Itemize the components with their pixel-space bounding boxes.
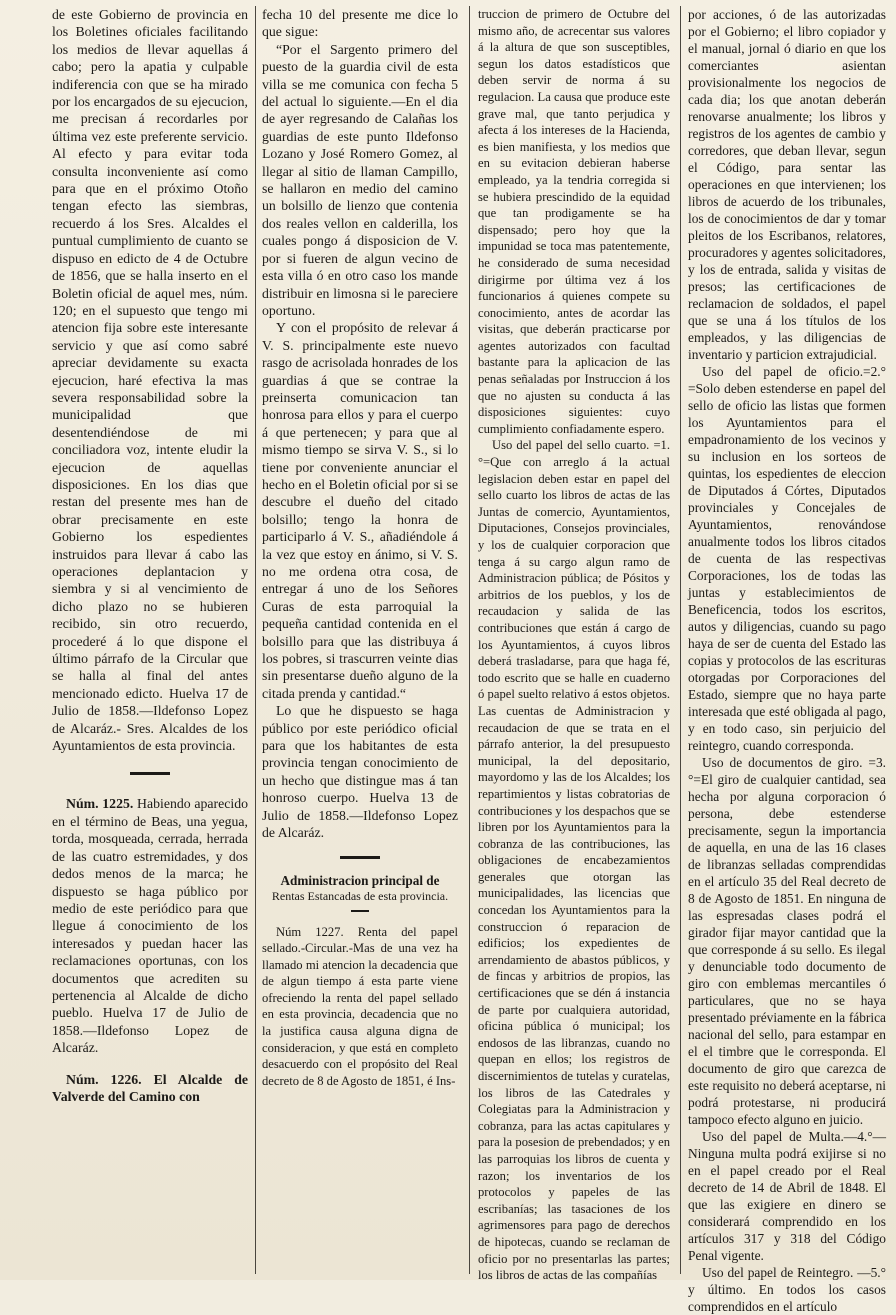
column-2 — [262, 6, 458, 1276]
notice-number: Núm 1227. — [276, 924, 344, 939]
paragraph: truccion de primero de Octubre del mismo año, de acrecentar sus valores á la altura de que son susceptibles, segun los datos estadísticos que deben servir de norma á su regulacion. La causa que produce este grave mal, que tanto perjudica y afecta á los intereses de la Hacienda, es bien manifiesta, y los medios que en su evitacion debieran haberse empleado, ya la tendria corregida si se hubiera prescindido de la equidad que tan prodigamente se ha dispensado; pero hoy que la impunidad se toca mas patentemente, he considerado de suma necesidad dirigirme por última vez á los funcionarios á quienes compete su conocimiento, antes de acordar las visitas, que deberán practicarse por agentes autorizados con facultad bastante para la aplicacion de las penas señaladas por Instruccion á los que no ajusten su conducta á las disposiciones siguientes: cuyo cumplimiento confiadamente espero. — [478, 7, 670, 436]
section-subheading: Rentas Estancadas de esta provincia. — [271, 888, 449, 903]
paragraph: “Por el Sargento primero del puesto de la guardia civil de esta villa se me comunica con fecha 5 del actual lo siguiente.—En el dia de ayer regresando de Calañas los guardias de este punto Ildefonso Lozano y José Romero Gomez, al llegar al sitio de llaman Campillo, se hallaron en medio del camino un bolsillo de lienzo que contenia dos reales vellon en calderilla, los cuales pongo á disposicion de V. por si fueren de algun vecino de esta villa ó en otro caso los mande distribuir en limosna si le pareciere oportuno. — [262, 41, 458, 318]
notice-1226 — [52, 1071, 248, 1106]
section-separator — [130, 772, 170, 775]
paragraph: Uso del papel del sello cuarto. =1.°=Que con arreglo á la actual legislacion deben estar en papel del sello cuarto los libros de actas de las Juntas de comercio, Ayuntamientos, Diputaciones, Consejos provinciales, y los de cualquier corporacion que tenga á su cargo algun ramo de Administracion pública; de Pósitos y arbitrios de los pueblos, y los de recaudacion y salida de las contribuciones que están á cargo de los Ayuntamientos, á cuyos libros deberá trasladarse, para que haga fé, todo escrito que se halle en cuaderno ó papel suelto relativo á estos objetos. Las cuentas de Administracion y recaudacion de que se trata en el párrafo anterior, la del presupuesto municipal, la del depositario, mayordomo y las de los Alcaldes; los repartimientos y listas cobratorias de contribuciones y los despachos que se libren por los Ayuntamientos para la cobranza de las contribuciones, las obligaciones de encabezamientos generales que otorgan las municipalidades, las licencias que concedan los Ayuntamientos para la construccion ó reparacion de edificios; los expedientes de arrendamiento de abastos públicos, y de fincas y arbitrios de propios, las certificaciones que se dén á instancia de parte por cualquiera autoridad, oficina pública ó municipal; los endosos de las libranzas, cuando no quepan en ellos; los registros de discernimientos de tutelas y curatelas, los libros de las Catedrales y Colegiatas para la Administracion y cobranza, para las actas capitulares y para la posesion de prebendados; y en las parroquias los libros de cuenta y razon; los inventarios de los protocolos y papeles de las escribanías; las tasaciones de los agrimensores para pago de derechos de hipotecas, cuando se reclaman de oficio por no presentarlas las partes; los libros de actas de las compañías — [478, 438, 670, 1283]
notice-body: Habiendo aparecido en el término de Beas, una yegua, torda, mosqueada, cerrada, herrada de las cuatro estremidades, y dos dedos menos de la marca; he dispuesto se haga público por medio de este periódico para que llegue á conocimiento de los interesados y puedan hacer las reclamaciones oportunas, con los documentos que acrediten su pertenencia al Alcalde de dicho pueblo. Huelva 17 de Julio de 1858.—Ildefonso Lopez de Alcaráz. — [52, 796, 248, 1056]
paragraph: Y con el propósito de relevar á V. S. principalmente este nuevo rasgo de acrisolada honrades de los guardias á que se contrae la preinserta comunicacion tan honrosa para ellos y para el cuerpo á que pertenecen; y para que al mismo tiempo se sirva V. S., si lo tiene por conveniente anunciar el hecho en el Boletin oficial por si se descubre el dueño del citado bolsillo; tengo la honra de participarlo á V. S., añadiéndole á la vez que estoy en ánimo, si V. S. no me ordena otra cosa, de entregar á uno de los Señores Curas de esta parroquial la pequeña cantidad contenida en el bolsillo para que las distribuya á los pobres, si trascurren veinte dias sin presentarse dueño alguno de la citada prenda y cantidad.“ — [262, 320, 458, 701]
paragraph: por acciones, ó de las autorizadas por el Gobierno; el libro copiador y el manual, jornal ó diario en que los comerciantes asientan provisionalmente los negocios de cada dia; los que anotan deberán renovarse anualmente; los libros y registros de los agentes de cambio y corredores, que deban llevar, segun el Código, para sentar las operaciones en que intervienen; los libros de acuerdo de los tribunales, los de conocimientos de dar y tomar pleitos de los Escribanos, relatores, procuradores y agentes solicitadores, y los de entrada, salida y visitas de presos; las certificaciones de reclamacion de soldados, el papel que se una á los títulos de los empleados, y las diligencias de inventario y particion extrajudicial. — [688, 7, 886, 362]
column-rule — [255, 6, 256, 1274]
notice-1227 — [262, 924, 458, 1090]
column-1 — [52, 6, 248, 1276]
notice-number: Núm. 1225. — [66, 796, 134, 812]
notice-number: Núm. 1226. — [66, 1071, 142, 1087]
notice-body: Renta del papel sellado.-Circular.-Mas de una vez ha llamado mi atencion la decadencia que de algun tiempo á esta parte viene ofreciendo la renta del papel sellado en esta provincia, decadencia que no la justifica causa alguna digna de consideracion, y que está en completo desacuerdo con el propósito del Real decreto de 8 de Agosto de 1851, é Ins- — [262, 924, 458, 1088]
paragraph: Lo que he dispuesto se haga público por este periódico oficial para que los habitantes de esta provincia tengan conocimiento de un hecho que distingue mas á tan honroso cuerpo. Huelva 13 de Julio de 1858.—Ildefonso Lopez de Alcaráz. — [262, 703, 458, 841]
paragraph: Uso de documentos de giro. =3.°=El giro de cualquier cantidad, sea hecha por alguna corporacion ó persona, debe estenderse precisamente, segun la importancia de aquella, en una de las 16 clases de libranzas selladas comprendidas en el artículo 35 del Real decreto de 8 de Agosto de 1851. En ninguna de las espresadas clases podrá el girador fijar mayor cantidad que la que corresponde á su sello. Es ilegal y denunciable todo documento de giro con emblemas mercantiles ó particulares, que no se haya presentado préviamente en la fábrica nacional del sello, para estampar en el el timbre que le corresponda. El documento de giro que carezca de este requisito no deberá aceptarse, ni podrá protestarse, ni producirá tampoco efecto alguno en juicio. — [688, 755, 886, 1127]
paragraph: Uso del papel de Reintegro. —5.° y último. En todos los casos comprendidos en el artículo — [688, 1265, 886, 1314]
paragraph: Uso del papel de Multa.—4.°— Ninguna multa podrá exijirse si no en el papel creado por el Real decreto de 14 de Abril de 1848. El que las exigiere en dinero se considerará comprendido en los artículos 317 y 318 del Código Penal vigente. — [688, 1129, 886, 1263]
column-rule — [680, 6, 681, 1274]
paragraph: fecha 10 del presente me dice lo que sigue: — [262, 7, 458, 40]
column-4 — [688, 6, 886, 1314]
column-rule — [469, 6, 470, 1274]
notice-body: El Alcalde de Valverde del Camino con — [52, 1071, 249, 1104]
section-separator — [351, 910, 369, 912]
column-3 — [478, 6, 670, 1283]
paragraph: de este Gobierno de provincia en los Boletines oficiales facilitando los medios de llevar aquellas á cabo; pero la apatia y culpable indiferencia con que se ha mirado por los encargados de su ejecucion, me precisan á recordarles por última vez este preferente servicio. Al efecto y para evitar toda consulta inconveniente así como para que en el próximo Otoño tengan efecto las siembras, recuerdo á los Sres. Alcaldes el puntual cumplimiento de cuanto se dispuso en edicto de 4 de Octubre de 1856, que se halla inserto en el Boletin oficial de aquel mes, núm. 120; en el supuesto que tengo mi atencion fija sobre este interesante servicio y que así como sabré apreciar devidamente su exacta ejecucion, haré efectiva la mas severa responsabilidad sobre la municipalidad que desentendiéndose de mi conciliadora voz, intente eludir la ejecucion de aquellas disposiciones. En los dias que restan del presente mes han de obrar precisamente en este Gobierno los espedientes instruidos para llevar á cabo las operaciones deplantacion y siembra y si al vencimiento de dicho plazo no se hubieren recibido, sin otro recuerdo, procederé á lo que dispone el último párrafo de la Circular que se halla al final del antes mencionado edicto. Huelva 17 de Julio de 1858.—Ildefonso Lopez de Alcaráz.- Sres. Alcaldes de los Ayuntamientos de esta provincia. — [52, 7, 248, 754]
paragraph: Uso del papel de oficio.=2.° =Solo deben estenderse en papel del sello de oficio las listas que formen los Ayuntamientos para el empadronamiento de los vecinos y su inclusion en los sorteos de quintas, los espedientes de eleccion de Diputados á Córtes, Diputados provinciales y Concejales de Ayuntamientos, renovándose anualmente todos los libros citados de cuenta de las respectivas Corporaciones, los de todas las juntas y establecimientos de Beneficencia, todos los escritos, autos y diligencias, cuando su pago haya de ser de cuenta del Estado las copias y protocolos de las escrituras otorgadas por Corporaciones del Estado, siempre que no haya parte interesada que esté obligada al pago, y en todo caso, sin perjuicio del reintegro, cuando corresponda. — [688, 364, 886, 753]
notice-1225 — [52, 795, 248, 1056]
section-separator — [340, 856, 380, 859]
section-heading: Administracion principal de — [280, 872, 440, 888]
